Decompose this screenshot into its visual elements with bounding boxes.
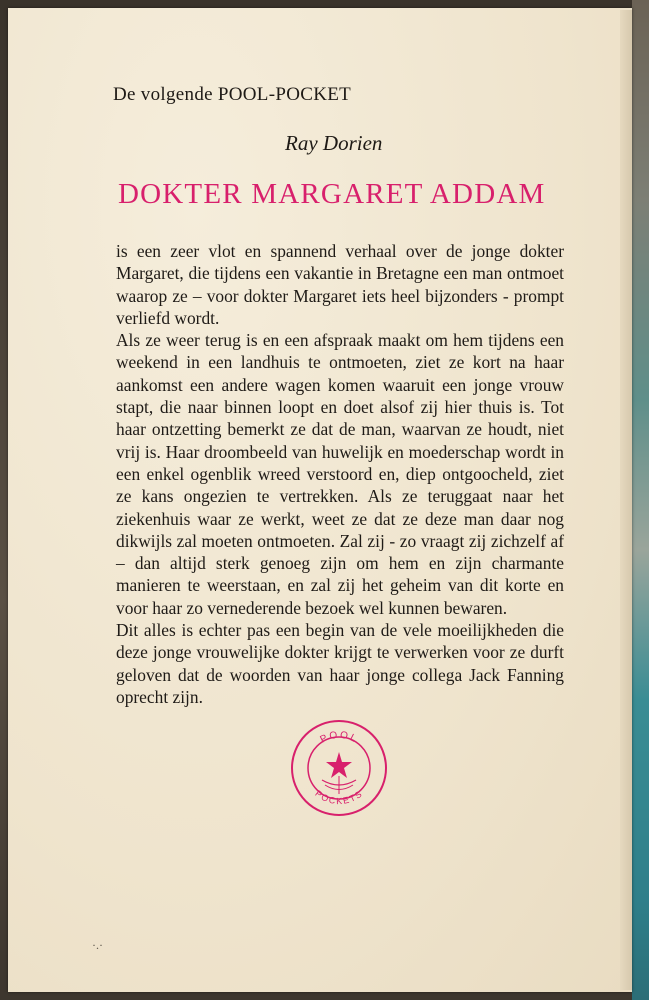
paper-speck: ·.· [92, 938, 103, 952]
page-edge [620, 10, 632, 990]
blurb-paragraph-3: Dit alles is echter pas een begin van de vele moeilijkheden die deze jonge vrouwelijke dokter krijgt te verwerken voor ze durft geloven dat de woorden van haar jonge collega Jack Fanning oprecht zijn. [116, 620, 564, 707]
blurb-text [116, 240, 564, 708]
blurb-paragraph-1: is een zeer vlot en spannend verhaal over de jonge dokter Margaret, die tijdens een vakantie in Bretagne een man ontmoet waarop ze – voor dokter Margaret iets heel bijzonders - prompt verliefd wordt. [116, 241, 564, 328]
star-globe-icon [322, 752, 356, 794]
adjacent-book-spine [632, 0, 649, 1000]
blurb-paragraph-2: Als ze weer terug is en een afspraak maakt om hem tijdens een weekend in een landhuis te ontmoeten, ziet ze kort na haar aankomst een andere wagen komen waaruit een jonge vrouw stapt, die naar binnen loopt en doet alsof zij hier thuis is. Tot haar ontzetting bemerkt ze dat de man, waarvan ze houdt, niet vrij is. Haar droombeeld van huwelijk en moederschap wordt in een enkel ogenblik wreed verstoord en, diep ontgoocheld, ziet ze kans ongezien te vertrekken. Als ze teruggaat naar het ziekenhuis waar ze werkt, weet ze dat ze deze man daar nog dikwijls zal moeten ontmoeten. Zal zij - zo vraagt zij zichzelf af – dan altijd sterk genoeg zijn om hem en zijn charmante manieren te weerstaan, en zal zij het geheim van dit korte en voor haar zo vernederende bezoek wel kunnen bewaren. [116, 330, 564, 618]
logo-bottom-text: POCKETS [313, 788, 365, 807]
pool-pockets-logo [289, 718, 389, 818]
logo-top-text: POOL [318, 729, 360, 746]
author-name: Ray Dorien [285, 131, 383, 155]
series-heading: De volgende POOL-POCKET [113, 84, 352, 105]
svg-text:POOL [319, 730, 360, 746]
book-title: DOKTER MARGARET ADDAM [118, 178, 546, 210]
